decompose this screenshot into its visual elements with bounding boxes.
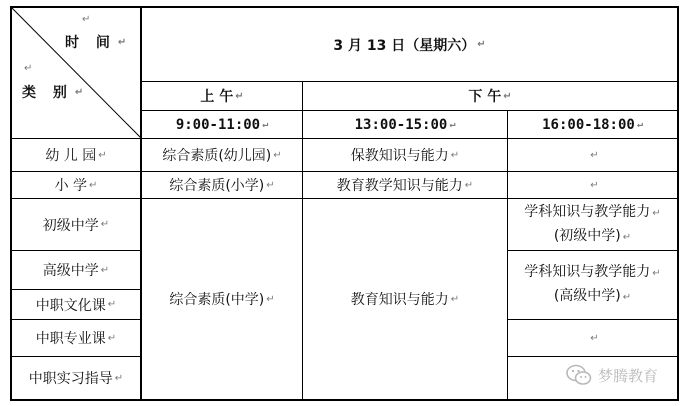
watermark (566, 362, 676, 388)
category-junior-middle: 初级中学 ↵ (42, 217, 110, 234)
header-time-label: 时 间 ↵ (65, 35, 133, 51)
category-vocational-culture: 中职文化课 ↵ (35, 297, 117, 314)
kindergarten-morning-subject: 综合素质(幼儿园) ↵ (162, 148, 282, 164)
paragraph-mark: ↵ (590, 179, 599, 191)
time-slot-2: 13:00-15:00 ↵ (354, 116, 456, 133)
junior-late-subject: 学科知识与教学能力 ↵ (初级中学) ↵ (524, 203, 661, 244)
paragraph-mark: ↵ (590, 332, 599, 344)
kindergarten-afternoon-subject: 保教知识与能力 ↵ (350, 148, 460, 164)
category-senior-middle: 高级中学 ↵ (42, 263, 110, 279)
category-primary: 小 学 ↵ (54, 178, 98, 194)
grid-line (507, 356, 679, 357)
category-vocational-internship: 中职实习指导 ↵ (28, 371, 124, 387)
wechat-logo-icon (566, 364, 592, 386)
senior-late-subject: 学科知识与教学能力 ↵ (高级中学) ↵ (524, 264, 661, 304)
grid-line (10, 399, 679, 401)
category-vocational-professional: 中职专业课 ↵ (35, 331, 117, 347)
time-slot-3: 16:00-18:00 ↵ (542, 116, 643, 133)
middle-afternoon-subject: 教育知识与能力 ↵ (350, 292, 460, 308)
morning-header: 上 午 ↵ (200, 89, 244, 105)
afternoon-header: 下 午 ↵ (468, 89, 512, 105)
primary-afternoon-subject: 教育教学知识与能力 ↵ (336, 178, 474, 194)
header-category-label: 类 别 ↵ (22, 85, 90, 101)
paragraph-mark: ↵ (24, 62, 33, 74)
exam-date: 3 月 13 日（星期六） ↵ (333, 37, 486, 54)
time-slot-1: 9:00-11:00 ↵ (175, 116, 269, 133)
exam-schedule-table (10, 6, 679, 401)
watermark-text: 梦腾教育 (598, 366, 659, 385)
middle-morning-subject: 综合素质(中学) ↵ (169, 292, 275, 308)
paragraph-mark: ↵ (590, 149, 599, 161)
category-kindergarten: 幼 儿 园 ↵ (45, 148, 107, 164)
paragraph-mark: ↵ (82, 13, 91, 25)
primary-morning-subject: 综合素质(小学) ↵ (169, 178, 275, 194)
